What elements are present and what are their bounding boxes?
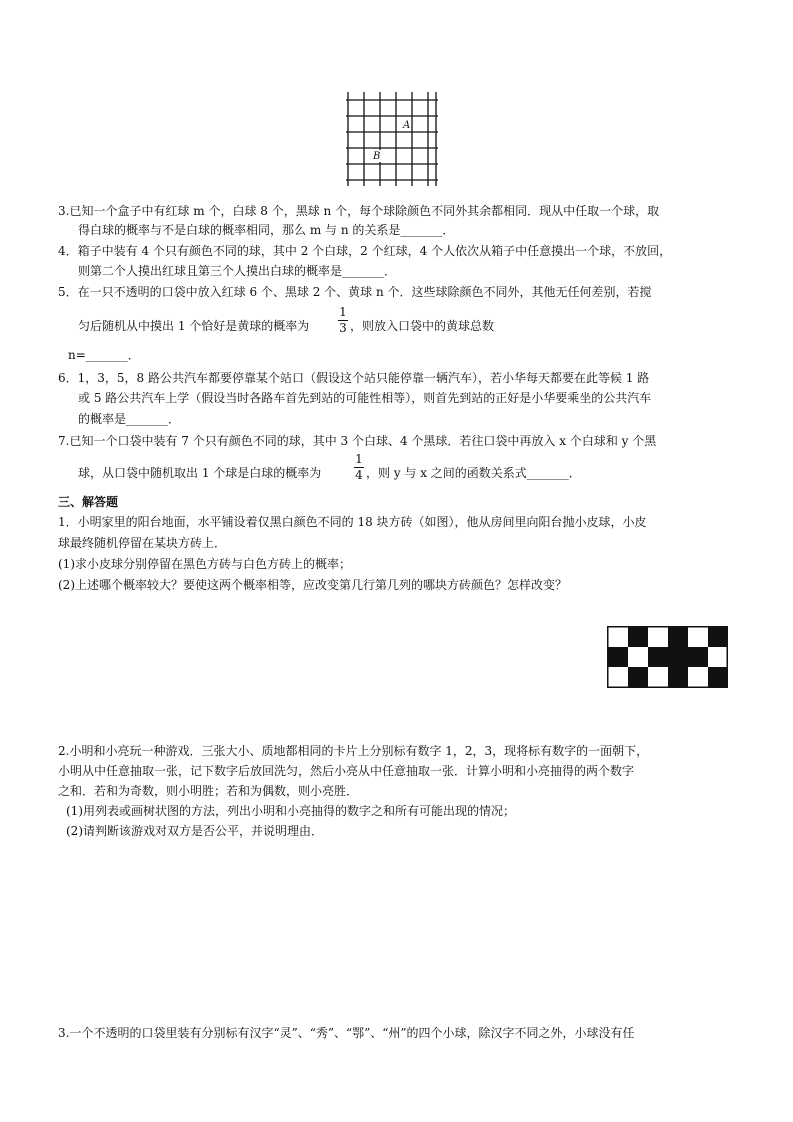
p3-line1: 3.一个不透明的口袋里装有分别标有汉字“灵”、“秀”、“鄂”、“州”的四个小球，除汉字不同之外，小球没有任 (58, 1026, 635, 1040)
q7-line1: 7.已知一个口袋中装有 7 个只有颜色不同的球，其中 3 个白球、4 个黑球．若往口袋中再放入 x 个白球和 y 个黑 (58, 434, 657, 448)
black-tile (608, 647, 628, 667)
white-tile (688, 667, 708, 687)
q5-fraction (338, 306, 348, 335)
q3-line2: 得白球的概率与不是白球的概率相同，那么 m 与 n 的关系是_______． (78, 223, 455, 237)
black-tile (668, 667, 688, 687)
p1-line3: (1)求小皮球分别停留在黑色方砖与白色方砖上的概率； (58, 557, 352, 571)
section-3-title: 三、解答题 (58, 495, 119, 509)
black-tile (708, 667, 728, 687)
black-tile (628, 627, 648, 647)
q5-line1: 5．在一只不透明的口袋中放入红球 6 个、黑球 2 个、黄球 n 个．这些球除颜色不同外，其他无任何差别，若搅 (58, 285, 652, 299)
p1-line2: 球最终随机停留在某块方砖上． (58, 536, 227, 550)
q7-line2-before: 球，从口袋中随机取出 1 个球是白球的概率为 (78, 466, 322, 480)
q5-line2-before: 匀后随机从中摸出 1 个恰好是黄球的概率为 (78, 319, 310, 333)
q7-fraction (354, 453, 364, 482)
q6-line3: 的概率是_______． (78, 412, 181, 426)
white-tile (608, 627, 628, 647)
p1-line1: 1．小明家里的阳台地面，水平铺设着仅黑白颜色不同的 18 块方砖（如图），他从房间里向阳台抛小皮球，小皮 (58, 515, 647, 529)
white-tile (628, 647, 648, 667)
q5-fraction-denominator: 3 (339, 321, 347, 335)
black-tile (628, 667, 648, 687)
black-tile (688, 647, 708, 667)
p2-line5: (2)请判断该游戏对双方是否公平，并说明理由． (66, 824, 323, 838)
white-tile (648, 627, 668, 647)
p2-line3: 之和．若和为奇数，则小明胜；若和为偶数，则小亮胜． (58, 784, 359, 798)
q7-fraction-denominator: 4 (355, 468, 363, 482)
q3-line1: 3.已知一个盒子中有红球 m 个，白球 8 个，黑球 n 个，每个球除颜色不同外其余都相同．现从中任取一个球，取 (58, 204, 660, 218)
p1-line4: (2)上述哪个概率较大？要使这两个概率相等，应改变第几行第几列的哪块方砖颜色？怎样改变？ (58, 578, 568, 592)
q4-line2: 则第二个人摸出红球且第三个人摸出白球的概率是_______． (78, 264, 397, 278)
white-tile (708, 647, 728, 667)
q7-line2-after: ，则 y 与 x 之间的函数关系式_______． (366, 466, 581, 480)
q5-line3: n=_______． (68, 348, 140, 362)
black-tile (648, 647, 668, 667)
q6-line2: 或 5 路公共汽车上学（假设当时各路车首先到站的可能性相等），则首先到站的正好是小华要乘坐的公共汽车 (78, 391, 652, 405)
p2-line2: 小明从中任意抽取一张，记下数字后放回洗匀，然后小亮从中任意抽取一张．计算小明和小亮抽得的两个数字 (58, 764, 635, 778)
black-tile (708, 627, 728, 647)
p2-line4: (1)用列表或画树状图的方法，列出小明和小亮抽得的数字之和所有可能出现的情况； (66, 804, 516, 818)
black-tile (668, 627, 688, 647)
q5-line2-after: ，则放入口袋中的黄球总数 (350, 319, 495, 333)
black-tile (668, 647, 688, 667)
q5-fraction-numerator: 1 (339, 305, 347, 319)
white-tile (608, 667, 628, 687)
white-tile (648, 667, 668, 687)
q6-line1: 6．1，3，5，8 路公共汽车都要停靠某个站口（假设这个站只能停靠一辆汽车），若小华每天都要在此等候 1 路 (58, 371, 650, 385)
grid-figure (346, 92, 438, 186)
tile-floor-figure (607, 626, 728, 688)
point-a-label: A (403, 120, 411, 131)
q4-line1: 4．箱子中装有 4 个只有颜色不同的球，其中 2 个白球，2 个红球，4 个人依次从箱子中任意摸出一个球，不放回， (58, 244, 672, 258)
q7-fraction-numerator: 1 (355, 452, 363, 466)
white-tile (688, 627, 708, 647)
point-b-label: B (373, 151, 381, 162)
p2-line1: 2.小明和小亮玩一种游戏．三张大小、质地都相同的卡片上分别标有数字 1，2，3，现将标有数字的一面朝下， (58, 744, 649, 758)
